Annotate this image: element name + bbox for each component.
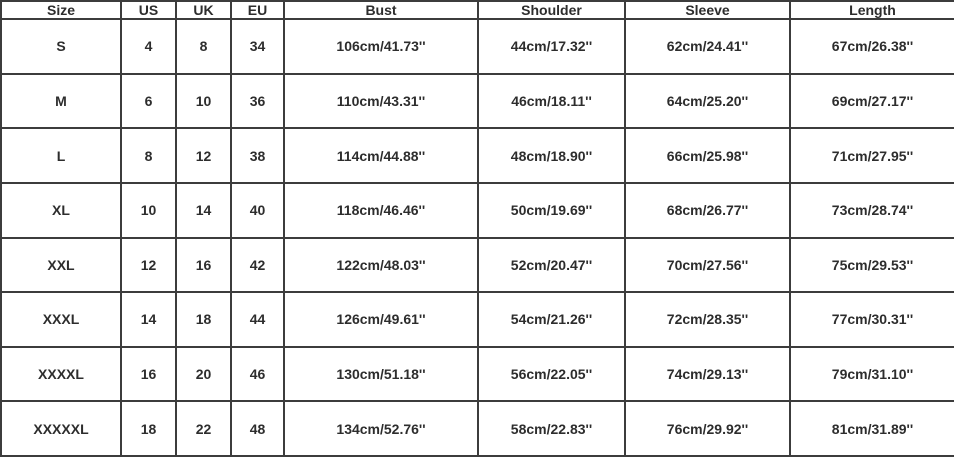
measurement-cell: 73cm/28.74''	[790, 183, 954, 238]
measurement-cell: 134cm/52.76''	[284, 401, 478, 456]
table-row-xxxxxl	[1, 401, 954, 456]
header-row	[1, 1, 954, 19]
size-label-cell: L	[1, 128, 121, 183]
size-label-cell: XXXL	[1, 292, 121, 347]
measurement-cell: 42	[231, 238, 284, 293]
size-label-cell: S	[1, 19, 121, 74]
column-header-length: Length	[790, 1, 954, 19]
measurement-cell: 18	[176, 292, 231, 347]
measurement-cell: 118cm/46.46''	[284, 183, 478, 238]
measurement-cell: 106cm/41.73''	[284, 19, 478, 74]
measurement-cell: 6	[121, 74, 176, 129]
table-row-xl	[1, 183, 954, 238]
column-header-sleeve: Sleeve	[625, 1, 790, 19]
measurement-cell: 68cm/26.77''	[625, 183, 790, 238]
size-label-cell: XXXXXL	[1, 401, 121, 456]
measurement-cell: 67cm/26.38''	[790, 19, 954, 74]
measurement-cell: 70cm/27.56''	[625, 238, 790, 293]
measurement-cell: 10	[121, 183, 176, 238]
measurement-cell: 130cm/51.18''	[284, 347, 478, 402]
measurement-cell: 4	[121, 19, 176, 74]
measurement-cell: 46cm/18.11''	[478, 74, 625, 129]
measurement-cell: 10	[176, 74, 231, 129]
measurement-cell: 38	[231, 128, 284, 183]
measurement-cell: 14	[121, 292, 176, 347]
size-label-cell: XL	[1, 183, 121, 238]
measurement-cell: 22	[176, 401, 231, 456]
column-header-eu: EU	[231, 1, 284, 19]
measurement-cell: 36	[231, 74, 284, 129]
column-header-size: Size	[1, 1, 121, 19]
table-row-xxl	[1, 238, 954, 293]
measurement-cell: 58cm/22.83''	[478, 401, 625, 456]
measurement-cell: 12	[121, 238, 176, 293]
measurement-cell: 12	[176, 128, 231, 183]
measurement-cell: 34	[231, 19, 284, 74]
measurement-cell: 72cm/28.35''	[625, 292, 790, 347]
measurement-cell: 81cm/31.89''	[790, 401, 954, 456]
measurement-cell: 74cm/29.13''	[625, 347, 790, 402]
measurement-cell: 64cm/25.20''	[625, 74, 790, 129]
table-row-s	[1, 19, 954, 74]
measurement-cell: 56cm/22.05''	[478, 347, 625, 402]
size-label-cell: XXL	[1, 238, 121, 293]
measurement-cell: 79cm/31.10''	[790, 347, 954, 402]
table-row-xxxxl	[1, 347, 954, 402]
measurement-cell: 77cm/30.31''	[790, 292, 954, 347]
measurement-cell: 20	[176, 347, 231, 402]
measurement-cell: 44	[231, 292, 284, 347]
measurement-cell: 110cm/43.31''	[284, 74, 478, 129]
measurement-cell: 52cm/20.47''	[478, 238, 625, 293]
measurement-cell: 54cm/21.26''	[478, 292, 625, 347]
table-body	[1, 19, 954, 456]
column-header-bust: Bust	[284, 1, 478, 19]
measurement-cell: 126cm/49.61''	[284, 292, 478, 347]
measurement-cell: 62cm/24.41''	[625, 19, 790, 74]
measurement-cell: 66cm/25.98''	[625, 128, 790, 183]
measurement-cell: 69cm/27.17''	[790, 74, 954, 129]
measurement-cell: 75cm/29.53''	[790, 238, 954, 293]
measurement-cell: 8	[121, 128, 176, 183]
measurement-cell: 48cm/18.90''	[478, 128, 625, 183]
measurement-cell: 8	[176, 19, 231, 74]
measurement-cell: 50cm/19.69''	[478, 183, 625, 238]
column-header-uk: UK	[176, 1, 231, 19]
measurement-cell: 46	[231, 347, 284, 402]
measurement-cell: 114cm/44.88''	[284, 128, 478, 183]
measurement-cell: 48	[231, 401, 284, 456]
measurement-cell: 44cm/17.32''	[478, 19, 625, 74]
measurement-cell: 18	[121, 401, 176, 456]
column-header-shoulder: Shoulder	[478, 1, 625, 19]
measurement-cell: 71cm/27.95''	[790, 128, 954, 183]
size-label-cell: XXXXL	[1, 347, 121, 402]
table-header	[1, 1, 954, 19]
size-label-cell: M	[1, 74, 121, 129]
table-row-l	[1, 128, 954, 183]
measurement-cell: 14	[176, 183, 231, 238]
table-row-xxxl	[1, 292, 954, 347]
measurement-cell: 40	[231, 183, 284, 238]
measurement-cell: 16	[121, 347, 176, 402]
table-row-m	[1, 74, 954, 129]
measurement-cell: 16	[176, 238, 231, 293]
column-header-us: US	[121, 1, 176, 19]
measurement-cell: 122cm/48.03''	[284, 238, 478, 293]
measurement-cell: 76cm/29.92''	[625, 401, 790, 456]
